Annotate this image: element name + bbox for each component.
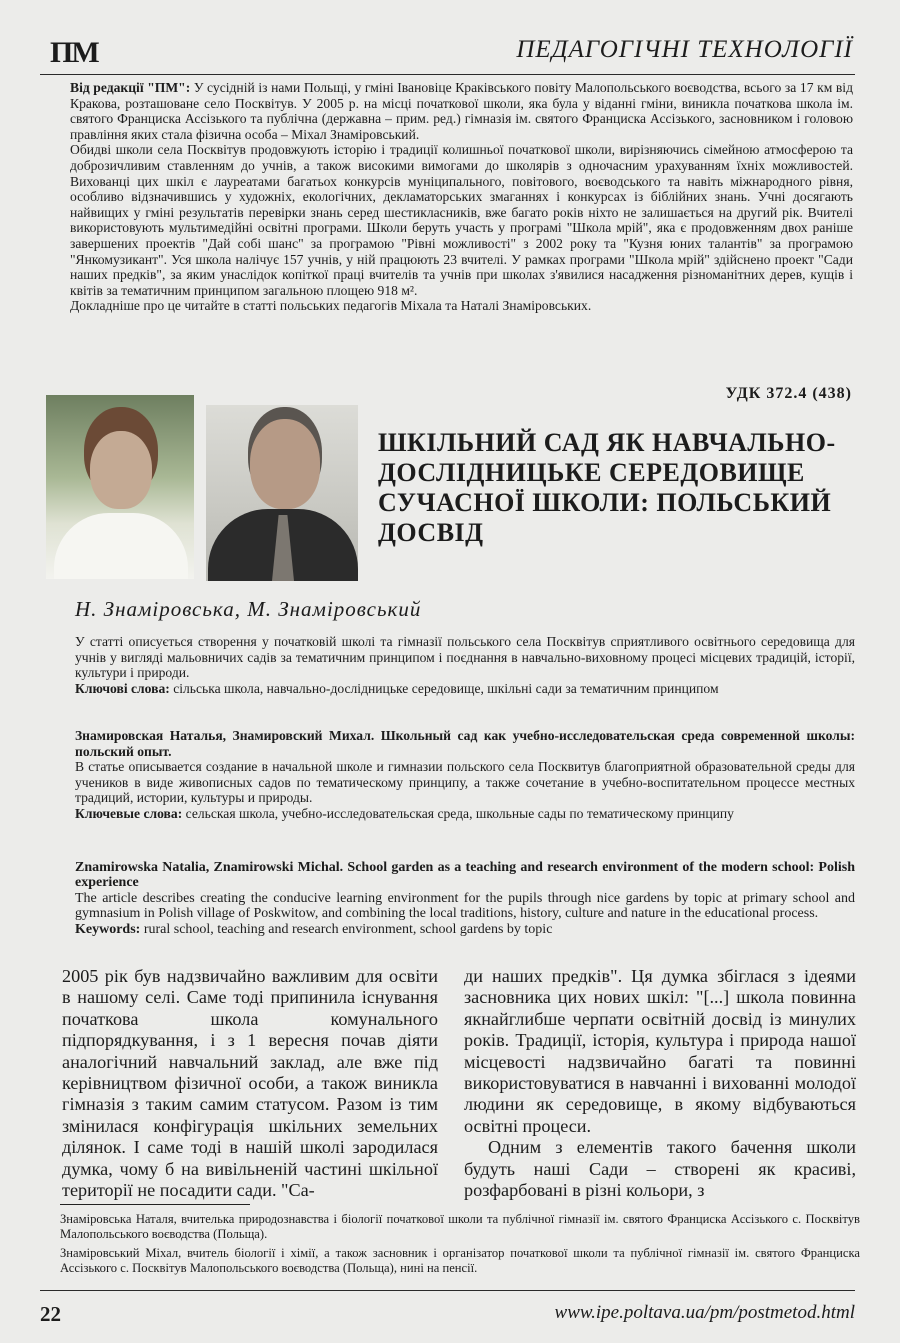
editorial-note	[70, 80, 853, 314]
keywords-label: Keywords:	[75, 921, 141, 937]
editorial-text: У сусідній із нами Польщі, у гміні Івановіце Краківського повіту Малопольського воєводства, всього за 17 км від Кракова, розташоване село Посквітув. У 2005 р. на місці початкової школи, яка була у віданні гміни, виникла початкова школа ім. святого Франциска Ассізького та публічна (державна – прим. ред.) гімназія ім. святого Франциска Ассізького, засновником і головою правління яких стала фізична особа – Міхал Знаміровський.	[70, 80, 853, 142]
editorial-label: Від редакції "ПМ":	[70, 80, 191, 95]
footnote-author-2: Знаміровський Міхал, вчитель біології і хімії, а також засновник і організатор початкової школи та публічної гімназії ім. святого Франциска Ассізького с. Посквітув Малопольського воєводства (Польща), нині на пенсії.	[60, 1246, 860, 1275]
abstract-text: В статье описывается создание в начальной школе и гимназии польского села Посквитув благоприятной образовательной среды для учеников в виде живописных садов по тематическому принципу, а также сочетание в учебно-воспитательном процессе местных традиций, истории, культуры и природы.	[75, 759, 855, 806]
abstract-heading: Знамировская Наталья, Знамировский Михал. Школьный сад как учебно-исследовательская среда современной школы: польский опыт.	[75, 728, 855, 759]
footnote-divider	[60, 1204, 250, 1205]
keywords-text: rural school, teaching and research environment, school gardens by topic	[143, 921, 553, 937]
keywords-label: Ключевые слова:	[75, 805, 183, 821]
footnote-author-1: Знаміровська Наталя, вчителька природознавства і біології початкової школи та публічної гімназії ім. святого Франциска Ассізького с. Посквітув Малопольського воєводства (Польща).	[60, 1212, 860, 1241]
udk-code: УДК 372.4 (438)	[725, 385, 852, 402]
article-authors: Н. Знаміровська, М. Знаміровський	[75, 597, 422, 621]
keywords-label: Ключові слова:	[75, 680, 170, 696]
author-photo-male	[206, 405, 358, 581]
abstract-heading: Znamirowska Natalia, Znamirowski Michal. School garden as a teaching and research environment of the modern school: Polish experience	[75, 860, 855, 891]
body-column-right	[464, 966, 856, 1201]
article-title: ШКІЛЬНИЙ САД ЯК НАВЧАЛЬНО-ДОСЛІДНИЦЬКЕ СЕРЕДОВИЩЕ СУЧАСНОЇ ШКОЛИ: ПОЛЬСЬКИЙ ДОСВІД	[378, 428, 836, 547]
footer-divider	[40, 1290, 855, 1291]
section-title: ПЕДАГОГІЧНІ ТЕХНОЛОГІЇ	[516, 36, 853, 63]
editorial-text-2: Обидві школи села Посквітув продовжують історію і традиції колишньої початкової школи, вирізняючись сімейною атмосферою та доброзичливим ставленням до учнів, а також високими вимогами до школярів з одночасним урахуванням їхніх можливостей. Вихованці цих шкіл є лауреатами багатьох конкурсів муніципального, повітового, воєводського та навіть міжнародного рівня, особливо відзначившись у художніх, екологічних, декламаторських змаганнях і конкурсах із біблійних знань. Учні досягають найвищих у гміні результатів перевірки знань серед шестикласників, вже багато років ніхто не залишається на другий рік. Вчителі використовують мультимедійні освітні програми. Школи беруть участь у програмі "Школа мрій", яка є продовженням двох раніше завершених проектів "Дай собі шанс" за програмою "Рівні можливості" з 2002 року та "Кузня юних талантів" за програмою "Янкомузикант". Уся школа налічує 157 учнів, у ній працюють 23 вчителі. У рамках програми "Школа мрій" здійснено проект "Сади наших предків", за яким унаслідок копіткої праці вчителів та учнів при школах з'явилися насадження різноманітних дерев, кущів і квітів за тематичним принципом загальною площею 918 м².	[70, 142, 853, 298]
body-paragraph: ди наших предків". Ця думка збіглася з ідеями засновника цих нових шкіл: "[...] школа повинна якнайглибше черпати освітній досвід із минулих років. Традиції, історія, культура і природа нашої місцевості надзвичайно багаті та повинні використовуватися в навчанні і вихованні молодої людини як середовище, в якому відбуваються освітні процеси.	[464, 966, 856, 1136]
face-shape	[90, 431, 152, 509]
page-number: 22	[40, 1302, 61, 1326]
face-shape	[250, 419, 320, 509]
abstract-text: The article describes creating the conducive learning environment for the pupils through nice gardens by topic at primary school and gymnasium in Polish village of Poskwitow, and combining the local traditions, history, culture and nature in the educational process.	[75, 890, 855, 922]
keywords-text: сільська школа, навчально-дослідницьке середовище, шкільні сади за тематичним принципом	[173, 680, 719, 696]
author-photo-female	[46, 395, 194, 579]
body-column-left: 2005 рік був надзвичайно важливим для освіти в нашому селі. Саме тоді припинила існування початкова школа комунального підпорядкування, і з 1 вересня почав діяти аналогічний навчальний заклад, але вже під керівництвом фізичної особи, а також виникла гімназія з таким самим статусом. Разом із тим змінилася конфігурація шкільних земельних ділянок. І саме тоді в нашій школі зародилася думка, чому б на вивільненій частині шкільної території не посадити сади. "Са-	[62, 966, 438, 1201]
abstract-text: У статті описується створення у початковій школі та гімназії польського села Посквітув сприятливого освітнього середовища для учнів у вигляді мальовничих садів за тематичним принципом і поєднання в навчально-виховному процесі місцевих традицій, історії, культури і природи.	[75, 634, 855, 681]
keywords-text: сельская школа, учебно-исследовательская среда, школьные сады по тематическому принципу	[185, 805, 734, 821]
abstract-russian	[75, 728, 855, 822]
abstract-english	[75, 860, 855, 937]
journal-logo: ПМ	[50, 36, 98, 69]
editorial-text-3: Докладніше про це читайте в статті польських педагогів Міхала та Наталі Знаміровських.	[70, 298, 592, 314]
footer-url: www.ipe.poltava.ua/pm/postmetod.html	[554, 1302, 855, 1323]
page-header	[40, 30, 855, 75]
abstract-ukrainian	[75, 634, 855, 696]
body-shape	[54, 513, 188, 579]
body-paragraph: Одним з елементів такого бачення школи будуть наші Сади – створені як красиві, розфарбовані в різні кольори, з	[464, 1137, 856, 1201]
